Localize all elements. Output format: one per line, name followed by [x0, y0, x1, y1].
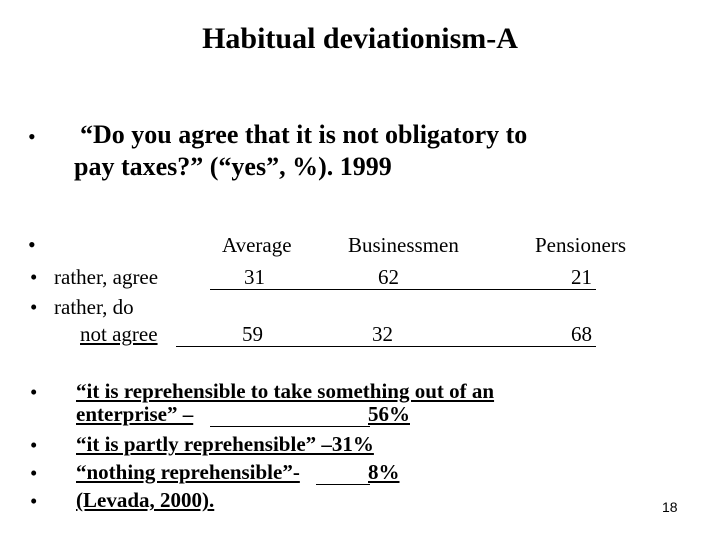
response-1-line-2: enterprise” – [76, 402, 194, 426]
response-1-underline [210, 426, 370, 427]
row-2-label-line-2: not agree [80, 322, 158, 346]
response-1-value: 56% [368, 402, 410, 426]
question-line-1: “Do you agree that it is not obligatory to [80, 120, 528, 149]
question-bullet: • [28, 124, 36, 149]
row-2-average: 59 [242, 322, 263, 346]
row-1-pensioners: 21 [571, 265, 592, 289]
response-3-value: 8% [368, 460, 400, 484]
response-4-text: (Levada, 2000). [76, 488, 215, 512]
response-3-bullet: • [30, 461, 38, 485]
row-2-pensioners: 68 [571, 322, 592, 346]
page-number: 18 [662, 499, 678, 515]
response-1-bullet: • [30, 380, 38, 404]
response-2-bullet: • [30, 433, 38, 457]
row-2-businessmen: 32 [372, 322, 393, 346]
row-1-average: 31 [244, 265, 265, 289]
question-line-2: pay taxes?” (“yes”, %). 1999 [74, 152, 392, 181]
row-1-underline [210, 289, 596, 290]
header-pensioners: Pensioners [535, 233, 626, 257]
response-4-bullet: • [30, 489, 38, 513]
table-header-bullet: • [28, 232, 36, 257]
row-1-businessmen: 62 [378, 265, 399, 289]
slide-title: Habitual deviationism-A [202, 22, 518, 55]
response-3-underline [316, 484, 370, 485]
row-1-bullet: • [30, 265, 38, 289]
header-average: Average [222, 233, 292, 257]
response-3-text: “nothing reprehensible”- [76, 460, 300, 484]
row-1-label: rather, agree [54, 265, 159, 289]
row-2-label-line-1: rather, do [54, 295, 134, 319]
response-1-line-1: “it is reprehensible to take something out of an [76, 379, 495, 403]
header-businessmen: Businessmen [348, 233, 459, 257]
response-2-text: “it is partly reprehensible” –31% [76, 432, 374, 456]
row-2-bullet: • [30, 295, 38, 319]
